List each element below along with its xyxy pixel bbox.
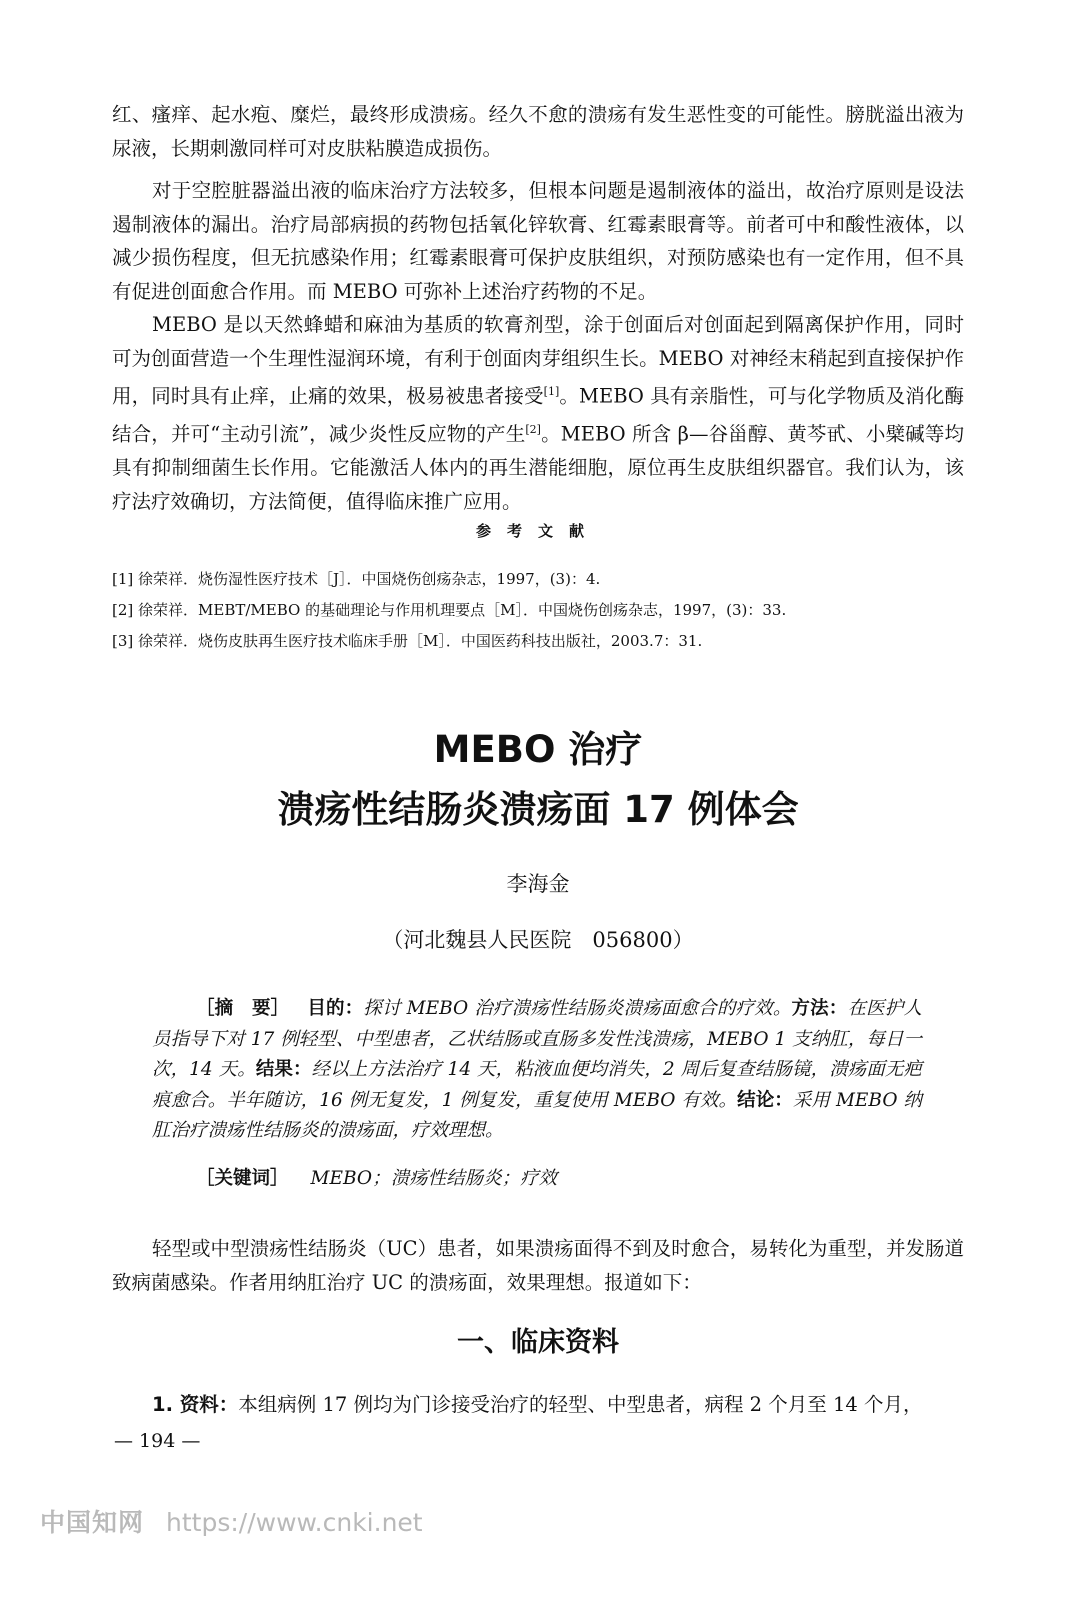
intro-paragraph: [112, 1232, 964, 1299]
paragraph-text: 。MEBO 所含 β—谷甾醇、黄芩甙、小檗碱等均具有抑制细菌生长作用。它能激活人体内的再生潜能细胞，原位再生皮肤组织器官。我们认为，该疗法疗效确切，方法简便，值得临床推广应用。: [112, 422, 964, 513]
page-number: — 194 —: [114, 1430, 201, 1452]
keywords-text: MEBO；溃疡性结肠炎；疗效: [310, 1168, 558, 1189]
abstract-label: ［摘 要］: [196, 998, 290, 1019]
reference-item: [3] 徐荣祥．烧伤皮肤再生医疗技术临床手册［M］．中国医药科技出版社，2003.7：31.: [112, 632, 703, 650]
author-affiliation: （河北魏县人民医院 056800）: [382, 928, 694, 952]
cnki-logo: 中国知网: [40, 1508, 145, 1537]
keywords: [196, 1164, 557, 1190]
section1-paragraph: [112, 1388, 964, 1422]
purpose-text: 探讨 MEBO 治疗溃疡性结肠炎溃疡面愈合的疗效。: [363, 998, 792, 1019]
section-title: 一、临床资料: [457, 1327, 619, 1358]
paragraph-text: 红、瘙痒、起水疱、糜烂，最终形成溃疡。经久不愈的溃疡有发生恶性变的可能性。膀胱溢出液为尿液，长期刺激同样可对皮肤粘膜造成损伤。: [112, 103, 964, 160]
paragraph-text: 对于空腔脏器溢出液的临床治疗方法较多，但根本问题是遏制液体的溢出，故治疗原则是设法遏制液体的漏出。治疗局部病损的药物包括氧化锌软膏、红霉素眼膏等。前者可中和酸性液体，以减少损伤程度，但无抗感染作用；红霉素眼膏可保护皮肤组织，对预防感染也有一定作用，但不具有促进创面愈合作用。而 MEBO 可弥补上述治疗药物的不足。: [112, 179, 964, 303]
reference-item: [2] 徐荣祥．MEBT/MEBO 的基础理论与作用机理要点［M］．中国烧伤创疡杂志，1997，(3)：33.: [112, 601, 787, 619]
continuation-paragraph-3: [112, 308, 964, 519]
keywords-label: ［关键词］: [196, 1168, 289, 1189]
abstract: [152, 994, 922, 1147]
result-text: 经以上方法治疗 14 天，粘液血便均消失，2 周后复查结肠镜，溃疡面无疤痕愈合。半年随访，16 例无复发，1 例复发，重复使用 MEBO 有效。: [152, 1059, 922, 1111]
paragraph-text: 。MEBO 具有亲脂性，可与化学物质及消化酶结合，并可“主动引流”，减少炎性反应物的产生: [112, 384, 964, 446]
citation-marker: [1]: [543, 385, 560, 399]
article-title-line-2: 溃疡性结肠炎溃疡面 17 例体会: [277, 788, 799, 831]
method-label: 方法：: [791, 998, 848, 1019]
citation-marker: [2]: [525, 423, 541, 437]
method-text: 在医护人员指导下对 17 例轻型、中型患者，乙状结肠或直肠多发性浅溃疡，MEBO 1 支纳肛，每日一次，14 天。: [152, 998, 922, 1081]
paragraph-text: 本组病例 17 例均为门诊接受治疗的轻型、中型患者，病程 2 个月至 14 个月，: [238, 1393, 923, 1416]
continuation-paragraph-2: [112, 174, 964, 308]
result-label: 结果：: [255, 1059, 312, 1081]
article-title-line-1: MEBO 治疗: [433, 728, 643, 771]
paragraph-text: MEBO 是以天然蜂蜡和麻油为基质的软膏剂型，涂于创面后对创面起到隔离保护作用，同时可为创面营造一个生理性湿润环境，有利于创面肉芽组织生长。MEBO 对神经末稍起到直接保护作用，同时具有止痒，止痛的效果，极易被患者接受: [112, 313, 964, 408]
purpose-label: 目的：: [307, 998, 364, 1019]
author-name: 李海金: [506, 872, 570, 896]
watermark: [40, 1503, 423, 1539]
references-heading: 参考文献: [475, 522, 600, 540]
conclusion-label: 结论：: [737, 1089, 793, 1111]
watermark-url: https://www.cnki.net: [166, 1508, 423, 1537]
paragraph-text: 轻型或中型溃疡性结肠炎（UC）患者，如果溃疡面得不到及时愈合，易转化为重型，并发肠道致病菌感染。作者用纳肛治疗 UC 的溃疡面，效果理想。报道如下：: [112, 1237, 964, 1294]
item-label: 1. 资料：: [152, 1393, 239, 1416]
reference-item: [1] 徐荣祥．烧伤湿性医疗技术［J］．中国烧伤创疡杂志，1997，(3)：4.: [112, 570, 601, 588]
references-list: [112, 564, 972, 657]
conclusion-text: 采用 MEBO 纳肛治疗溃疡性结肠炎的溃疡面，疗效理想。: [152, 1089, 922, 1142]
continuation-paragraph-1: [112, 98, 964, 165]
